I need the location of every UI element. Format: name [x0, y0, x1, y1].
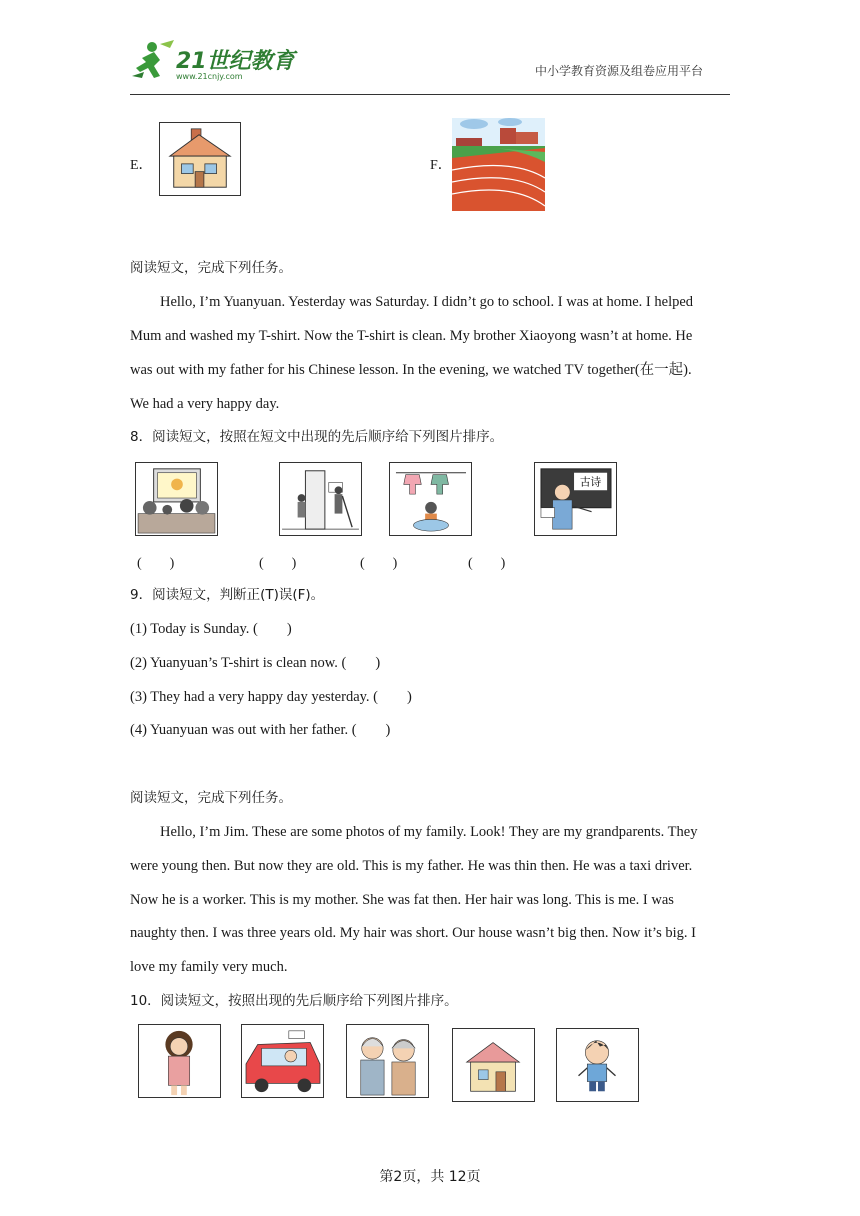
- poem-board-text: 古诗: [579, 475, 602, 489]
- passage2-line-2: were young then. But now they are old. This is my father. He was thin then. He was a taxi driver.: [130, 858, 693, 874]
- q9-item-4: (4) Yuanyuan was out with her father. ( ): [130, 722, 391, 738]
- site-logo: [130, 38, 300, 82]
- q9-item-2: (2) Yuanyuan’s T-shirt is clean now. ( ): [130, 655, 381, 671]
- header-divider: [130, 94, 730, 95]
- passage1-line-2: Mum and washed my T-shirt. Now the T-shirt is clean. My brother Xiaoyong wasn’t at home. He: [130, 328, 693, 344]
- passage2-line-5: love my family very much.: [130, 959, 288, 975]
- option-f-label: F．: [430, 158, 452, 173]
- page-number: 第2页，共 12页: [379, 1169, 481, 1185]
- logo-url: www.21cnjy.com: [176, 72, 243, 81]
- mother-icon: [138, 1024, 221, 1098]
- grandparents-icon: [346, 1024, 429, 1098]
- logo-text: 21世纪教育: [176, 49, 295, 74]
- q9-item-3: (3) They had a very happy day yesterday. ( ): [130, 689, 412, 705]
- site-tagline: 中小学教育资源及组卷应用平台: [535, 64, 704, 78]
- passage2-line-1: Hello, I’m Jim. These are some photos of my family. Look! They are my grandparents. They: [160, 824, 698, 840]
- passage1-instruction: 阅读短文，完成下列任务。: [130, 260, 292, 276]
- q9-prompt: 9．阅读短文，判断正(T)误(F)。: [130, 587, 325, 603]
- q8-blank-1[interactable]: ( ): [137, 556, 175, 571]
- passage2-instruction: 阅读短文，完成下列任务。: [130, 790, 292, 806]
- passage1-line-1: Hello, I’m Yuanyuan. Yesterday was Saturday. I didn’t go to school. I was at home. I helped: [160, 294, 694, 310]
- running-track-icon: [452, 118, 545, 211]
- cleaning-home-icon: [279, 462, 362, 536]
- q8-blank-4[interactable]: ( ): [468, 556, 506, 571]
- taxi-driver-icon: [241, 1024, 324, 1098]
- q8-prompt: 8．阅读短文，按照在短文中出现的先后顺序给下列图片排序。: [130, 429, 504, 445]
- passage1-line-4: We had a very happy day.: [130, 396, 280, 412]
- q8-blank-3[interactable]: ( ): [360, 556, 398, 571]
- q10-prompt: 10．阅读短文，按照出现的先后顺序给下列图片排序。: [130, 993, 458, 1009]
- boy-icon: [556, 1028, 639, 1102]
- passage1-line-3: was out with my father for his Chinese lesson. In the evening, we watched TV together(在一起).: [130, 362, 692, 378]
- option-e-label: E．: [130, 158, 153, 173]
- q9-item-1: (1) Today is Sunday. ( ): [130, 621, 292, 637]
- house-icon: [159, 122, 241, 196]
- q8-blank-2[interactable]: ( ): [259, 556, 297, 571]
- teacher-poem-icon: [534, 462, 617, 536]
- washing-clothes-icon: [389, 462, 472, 536]
- family-watching-tv-icon: [135, 462, 218, 536]
- passage2-line-4: naughty then. I was three years old. My hair was short. Our house wasn’t big then. Now it’s big. I: [130, 925, 696, 941]
- small-house-icon: [452, 1028, 535, 1102]
- passage2-line-3: Now he is a worker. This is my mother. She was fat then. Her hair was long. This is me. I was: [130, 892, 674, 908]
